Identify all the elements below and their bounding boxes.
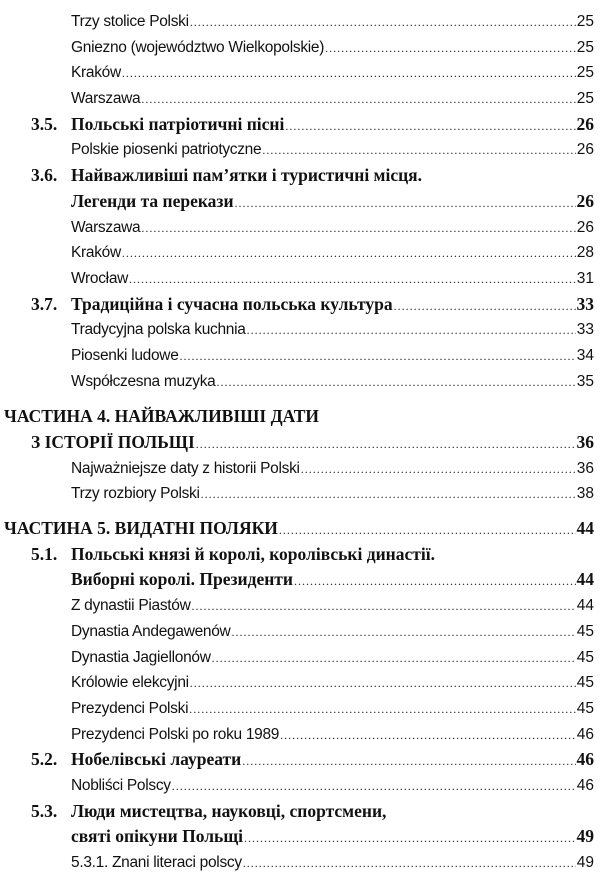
dot-leader [180, 344, 576, 370]
dot-leader [301, 457, 576, 483]
page-number: 45 [576, 699, 594, 717]
dot-leader [192, 594, 576, 620]
toc-entry-sub[interactable] [0, 481, 594, 507]
entry-title: Легенди та перекази [71, 190, 234, 211]
toc-entry-sub[interactable] [0, 9, 594, 35]
page-number: 25 [576, 64, 594, 82]
toc-entry-sub[interactable] [0, 343, 594, 369]
page-number: 44 [576, 518, 594, 539]
entry-title: Z dynastii Piastów [71, 597, 191, 615]
dot-leader [189, 697, 576, 723]
entry-title: Dynastia Andegawenów [71, 622, 231, 640]
toc-entry-sec[interactable] [0, 292, 594, 318]
entry-title: Prezydenci Polski [71, 699, 189, 717]
dot-leader [196, 432, 576, 458]
entry-title: Kraków [71, 64, 121, 82]
entry-title: Współczesna muzyka [71, 372, 216, 390]
dot-leader [129, 267, 576, 293]
entry-title: Prezydenci Polski po roku 1989 [71, 725, 280, 743]
page-number: 45 [576, 674, 594, 692]
toc-entry-sub[interactable] [0, 86, 594, 112]
page-number: 26 [576, 218, 594, 236]
page-number: 26 [576, 113, 594, 134]
toc-entry-sub[interactable] [0, 240, 594, 266]
page-number: 33 [576, 321, 594, 339]
dot-leader [262, 138, 575, 164]
entry-title: святі опікуни Польщі [71, 826, 243, 847]
page-number: 46 [576, 776, 594, 794]
page-number: 25 [576, 90, 594, 108]
dot-leader [190, 10, 576, 36]
entry-title: Польські князі й королі, королівські династії. [71, 543, 435, 564]
toc-entry-sub[interactable] [0, 215, 594, 241]
dot-leader [212, 646, 576, 672]
page-number: 35 [576, 372, 594, 390]
toc-entry-chapcont[interactable] [0, 430, 594, 456]
entry-title: ЧАСТИНА 4. НАЙВАЖЛИВІШІ ДАТИ [4, 406, 319, 427]
toc-entry-sec[interactable] [0, 747, 594, 773]
entry-title: Польські патріотичні пісні [71, 113, 285, 134]
dot-leader [201, 482, 576, 508]
toc-entry-sub[interactable] [0, 645, 594, 671]
page-number: 46 [576, 725, 594, 743]
toc-entry-sub[interactable] [0, 722, 594, 748]
section-number: 5.3. [31, 800, 58, 821]
entry-title: Polskie piosenki patriotyczne [71, 141, 262, 159]
entry-title: 5.3.1. Znani literaci polscy [71, 854, 242, 871]
toc-entry-sec[interactable] [0, 163, 594, 189]
entry-title: Tradycyjna polska kuchnia [71, 321, 246, 339]
section-number: 3.5. [31, 113, 58, 134]
toc-entry-sub[interactable] [0, 317, 594, 343]
dot-leader [280, 723, 576, 749]
entry-title: Kraków [71, 244, 121, 262]
page-number: 31 [576, 269, 594, 287]
page-number: 45 [576, 648, 594, 666]
toc-entry-cont[interactable] [0, 189, 594, 215]
entry-title: Dynastia Jagiellonów [71, 648, 211, 666]
dot-leader [141, 87, 575, 113]
page-number: 45 [576, 622, 594, 640]
toc-entry-sec[interactable] [0, 112, 594, 138]
toc-entry-cont[interactable] [0, 824, 594, 850]
page-number: 33 [576, 293, 594, 314]
page-number: 28 [576, 244, 594, 262]
page-number: 25 [576, 13, 594, 30]
section-number: 3.6. [31, 165, 58, 186]
toc-entry-sub[interactable] [0, 593, 594, 619]
dot-leader [231, 620, 575, 646]
dot-leader [244, 826, 576, 852]
toc-entry-sub[interactable] [0, 266, 594, 292]
toc-entry-sub[interactable] [0, 670, 594, 696]
entry-title: Piosenki ludowe [71, 346, 179, 364]
toc-entry-sub[interactable] [0, 619, 594, 645]
toc-entry-chap[interactable] [0, 404, 594, 430]
toc-entry-sec[interactable] [0, 799, 594, 825]
entry-title: Nobliści Polscy [71, 776, 171, 794]
page-number: 46 [576, 749, 594, 770]
toc-entry-sub[interactable] [0, 369, 594, 395]
dot-leader [242, 749, 575, 775]
page-number: 34 [576, 346, 594, 364]
entry-title: Люди мистецтва, науковці, спортсмени, [71, 800, 387, 821]
toc-entry-sub[interactable] [0, 850, 594, 876]
page-number: 26 [576, 141, 594, 159]
dot-leader [141, 216, 575, 242]
dot-leader [294, 569, 576, 595]
entry-title: Wrocław [71, 269, 129, 287]
dot-leader [247, 318, 576, 344]
toc-entry-sub[interactable] [0, 696, 594, 722]
page-number: 36 [576, 459, 594, 477]
dot-leader [216, 370, 575, 396]
toc-entry-sub[interactable] [0, 137, 594, 163]
entry-title: Trzy stolice Polski [71, 13, 189, 30]
dot-leader [235, 191, 576, 217]
toc-entry-chap[interactable] [0, 516, 594, 542]
entry-title: Królowie elekcyjni [71, 674, 189, 692]
dot-leader [325, 36, 576, 62]
entry-title: Trzy rozbiory Polski [71, 485, 200, 503]
toc-entry-sec[interactable] [0, 542, 594, 568]
page-number: 49 [576, 826, 594, 847]
toc-entry-sub[interactable] [0, 456, 594, 482]
entry-title: Найважливіші пам’ятки і туристичні місця. [71, 165, 423, 186]
page-number: 26 [576, 190, 594, 211]
entry-title: Warszawa [71, 218, 141, 236]
page-number: 38 [576, 485, 594, 503]
entry-title: Виборні королі. Президенти [71, 569, 293, 590]
entry-title: Традиційна і сучасна польська культура [71, 293, 393, 314]
dot-leader [122, 241, 576, 267]
entry-title: ЧАСТИНА 5. ВИДАТНІ ПОЛЯКИ [4, 518, 278, 539]
section-number: 5.1. [31, 543, 58, 564]
dot-leader [243, 851, 576, 877]
entry-title: Najważniejsze daty z historii Polski [71, 459, 300, 477]
toc-entry-sub[interactable] [0, 35, 594, 61]
section-number: 5.2. [31, 749, 58, 770]
dot-leader [394, 294, 576, 320]
dot-leader [279, 518, 576, 544]
entry-title: Нобелівські лауреати [71, 749, 242, 770]
dot-leader [122, 61, 576, 87]
toc-entry-cont[interactable] [0, 567, 594, 593]
page-number: 44 [576, 597, 594, 615]
page-number: 25 [576, 38, 594, 56]
page-number: 49 [576, 854, 594, 871]
toc-entry-sub[interactable] [0, 773, 594, 799]
page-number: 36 [576, 432, 594, 452]
page-number: 44 [576, 569, 594, 590]
toc-entry-sub[interactable] [0, 60, 594, 86]
entry-title: Warszawa [71, 90, 141, 108]
dot-leader [190, 671, 576, 697]
entry-title: З ІСТОРІЇ ПОЛЬЩІ [31, 432, 195, 452]
dot-leader [172, 774, 576, 800]
table-of-contents [0, 9, 594, 876]
section-number: 3.7. [31, 293, 58, 314]
entry-title: Gniezno (województwo Wielkopolskie) [71, 38, 325, 56]
dot-leader [285, 114, 575, 140]
